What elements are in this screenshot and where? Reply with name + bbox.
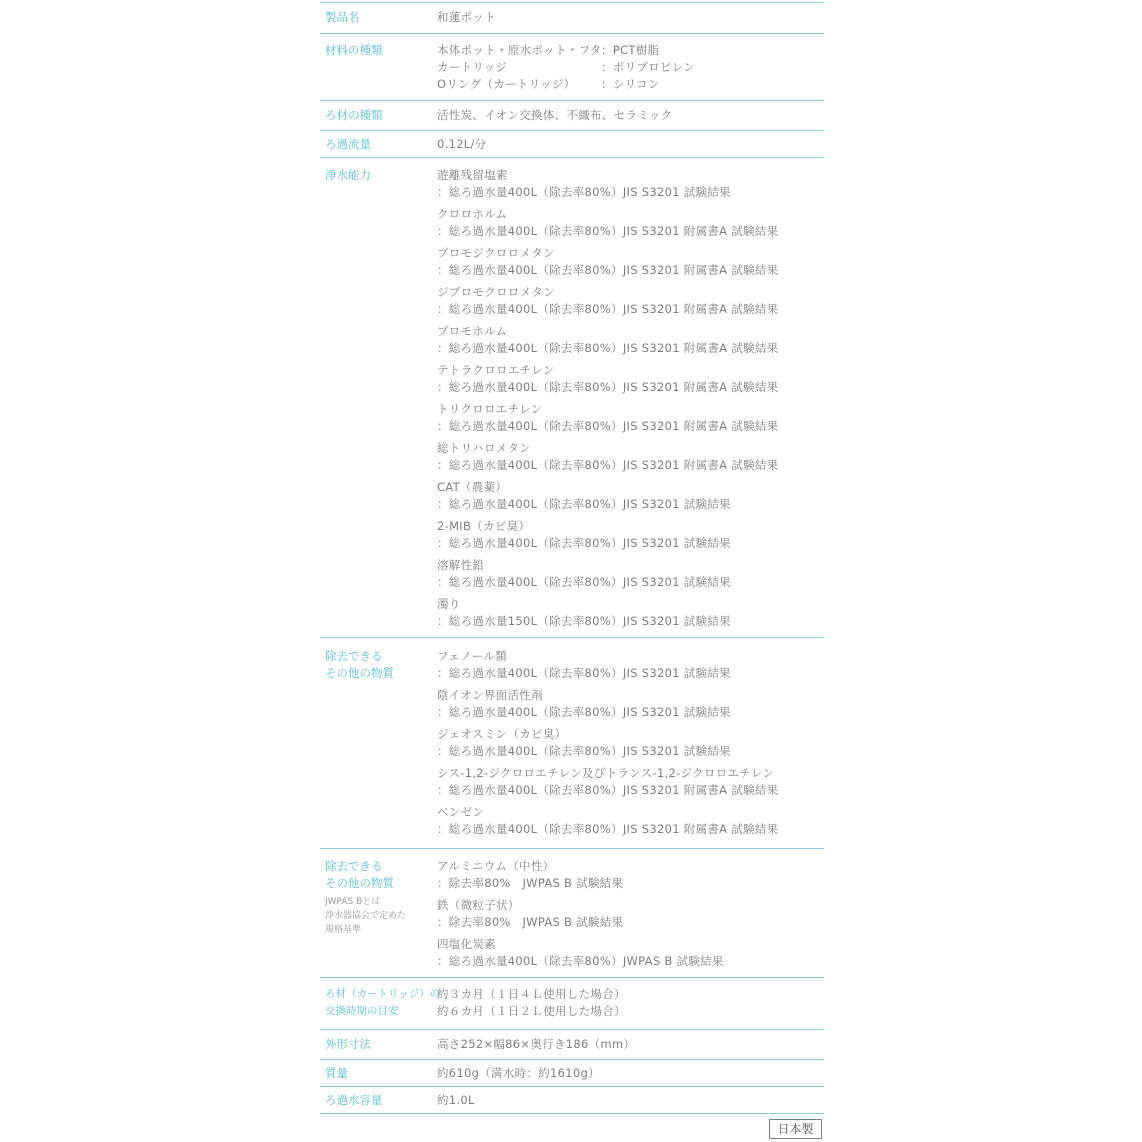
row-value: 和蓮ポット: [437, 10, 496, 24]
made-in-badge: 日本製: [769, 1119, 822, 1139]
list-item: 総トリハロメタン ：総ろ過水量400L（除去率80%）JIS S3201 附属書A 試験結果: [437, 441, 779, 472]
list-item: 濁り ：総ろ過水量150L（除去率80%）JIS S3201 試験結果: [437, 597, 731, 628]
row-label: 材料の種類: [325, 43, 383, 57]
list-item: ジェオスミン（カビ臭） ：総ろ過水量400L（除去率80%）JIS S3201 試験結果: [437, 727, 731, 758]
row-label: ろ材（カートリッジ）の 交換時期の目安: [325, 988, 441, 1017]
list-item: 陰イオン界面活性剤 ：総ろ過水量400L（除去率80%）JIS S3201 試験結果: [437, 688, 731, 719]
row-value: [437, 42, 824, 92]
list-item: アルミニウム（中性） ：除去率80% JWPAS B 試験結果: [437, 859, 624, 890]
row-other-substances: [320, 638, 824, 849]
row-size: [320, 1030, 824, 1060]
row-label: 外形寸法: [325, 1037, 371, 1051]
row-other-substances-jwpas: [320, 849, 824, 978]
list-item: トリクロロエチレン ：総ろ過水量400L（除去率80%）JIS S3201 附属書A 試験結果: [437, 402, 779, 433]
row-label: 質量: [325, 1066, 348, 1080]
row-value: [437, 858, 824, 969]
list-item: 鉄（微粒子状） ：除去率80% JWPAS B 試験結果: [437, 898, 624, 929]
row-label: ろ過水容量: [325, 1093, 383, 1107]
row-label: 除去できる その他の物質 JWPAS Bとは 浄水器協会で定めた 規格基準: [320, 858, 437, 969]
list-item: 四塩化炭素 ：総ろ過水量400L（除去率80%）JWPAS B 試験結果: [437, 937, 724, 968]
row-value: 約1.0L: [437, 1093, 475, 1107]
row-product: [320, 3, 824, 34]
list-item: ブロモホルム ：総ろ過水量400L（除去率80%）JIS S3201 附属書A 試験結果: [437, 324, 779, 355]
row-replacement: [320, 978, 824, 1030]
row-capacity: [320, 158, 824, 638]
row-label: ろ材の種類: [325, 108, 383, 122]
row-value: 高さ252×幅86×奥行き186（mm）: [437, 1037, 636, 1051]
row-filter-media: [320, 101, 824, 131]
list-item: ブロモジクロロメタン ：総ろ過水量400L（除去率80%）JIS S3201 附属書A 試験結果: [437, 246, 779, 277]
spec-table: [320, 2, 824, 1114]
row-volume: [320, 1087, 824, 1114]
jwpas-note: JWPAS Bとは 浄水器協会で定めた 規格基準: [325, 897, 407, 935]
list-item: テトラクロロエチレン ：総ろ過水量400L（除去率80%）JIS S3201 附属書A 試験結果: [437, 363, 779, 394]
list-item: 溶解性鉛 ：総ろ過水量400L（除去率80%）JIS S3201 試験結果: [437, 558, 731, 589]
material-line: 本体ポット・原水ポット・フタ ： PCT樹脂: [437, 43, 660, 57]
row-label: 浄水能力: [325, 168, 371, 182]
list-item: 2-MIB（カビ臭） ：総ろ過水量400L（除去率80%）JIS S3201 試験結果: [437, 519, 731, 550]
row-value: 約610g（満水時：約1610g）: [437, 1066, 600, 1080]
list-item: フェノール類 ：総ろ過水量400L（除去率80%）JIS S3201 試験結果: [437, 649, 731, 680]
row-label: 除去できる その他の物質: [325, 649, 394, 680]
list-item: ジブロモクロロメタン ：総ろ過水量400L（除去率80%）JIS S3201 附属書A 試験結果: [437, 285, 779, 316]
list-item: クロロホルム ：総ろ過水量400L（除去率80%）JIS S3201 附属書A 試験結果: [437, 207, 779, 238]
row-value: [437, 648, 824, 840]
row-label: ろ過流量: [325, 137, 371, 151]
row-value: [437, 167, 824, 629]
row-value: 活性炭、イオン交換体、不織布、セラミック: [437, 108, 673, 122]
material-line: カートリッジ ： ポリプロピレン: [437, 60, 696, 74]
row-label: 製品名: [325, 10, 360, 24]
material-line: Oリング（カートリッジ） ： シリコン: [437, 77, 660, 91]
row-mass: [320, 1060, 824, 1087]
row-value: 約３カ月（１日４Ｌ使用した場合） 約６カ月（１日２Ｌ使用した場合）: [437, 987, 626, 1018]
list-item: CAT（農薬） ：総ろ過水量400L（除去率80%）JIS S3201 試験結果: [437, 480, 731, 511]
row-flow: [320, 131, 824, 158]
list-item: シス-1,2-ジクロロエチレン及びトランス-1,2-ジクロロエチレン ：総ろ過水量400L（除去率80%）JIS S3201 附属書A 試験結果: [437, 766, 779, 797]
row-value: 0.12L/分: [437, 137, 487, 151]
list-item: ベンゼン ：総ろ過水量400L（除去率80%）JIS S3201 附属書A 試験結果: [437, 805, 779, 836]
list-item: 遊離残留塩素 ：総ろ過水量400L（除去率80%）JIS S3201 試験結果: [437, 168, 731, 199]
row-material: [320, 34, 824, 101]
